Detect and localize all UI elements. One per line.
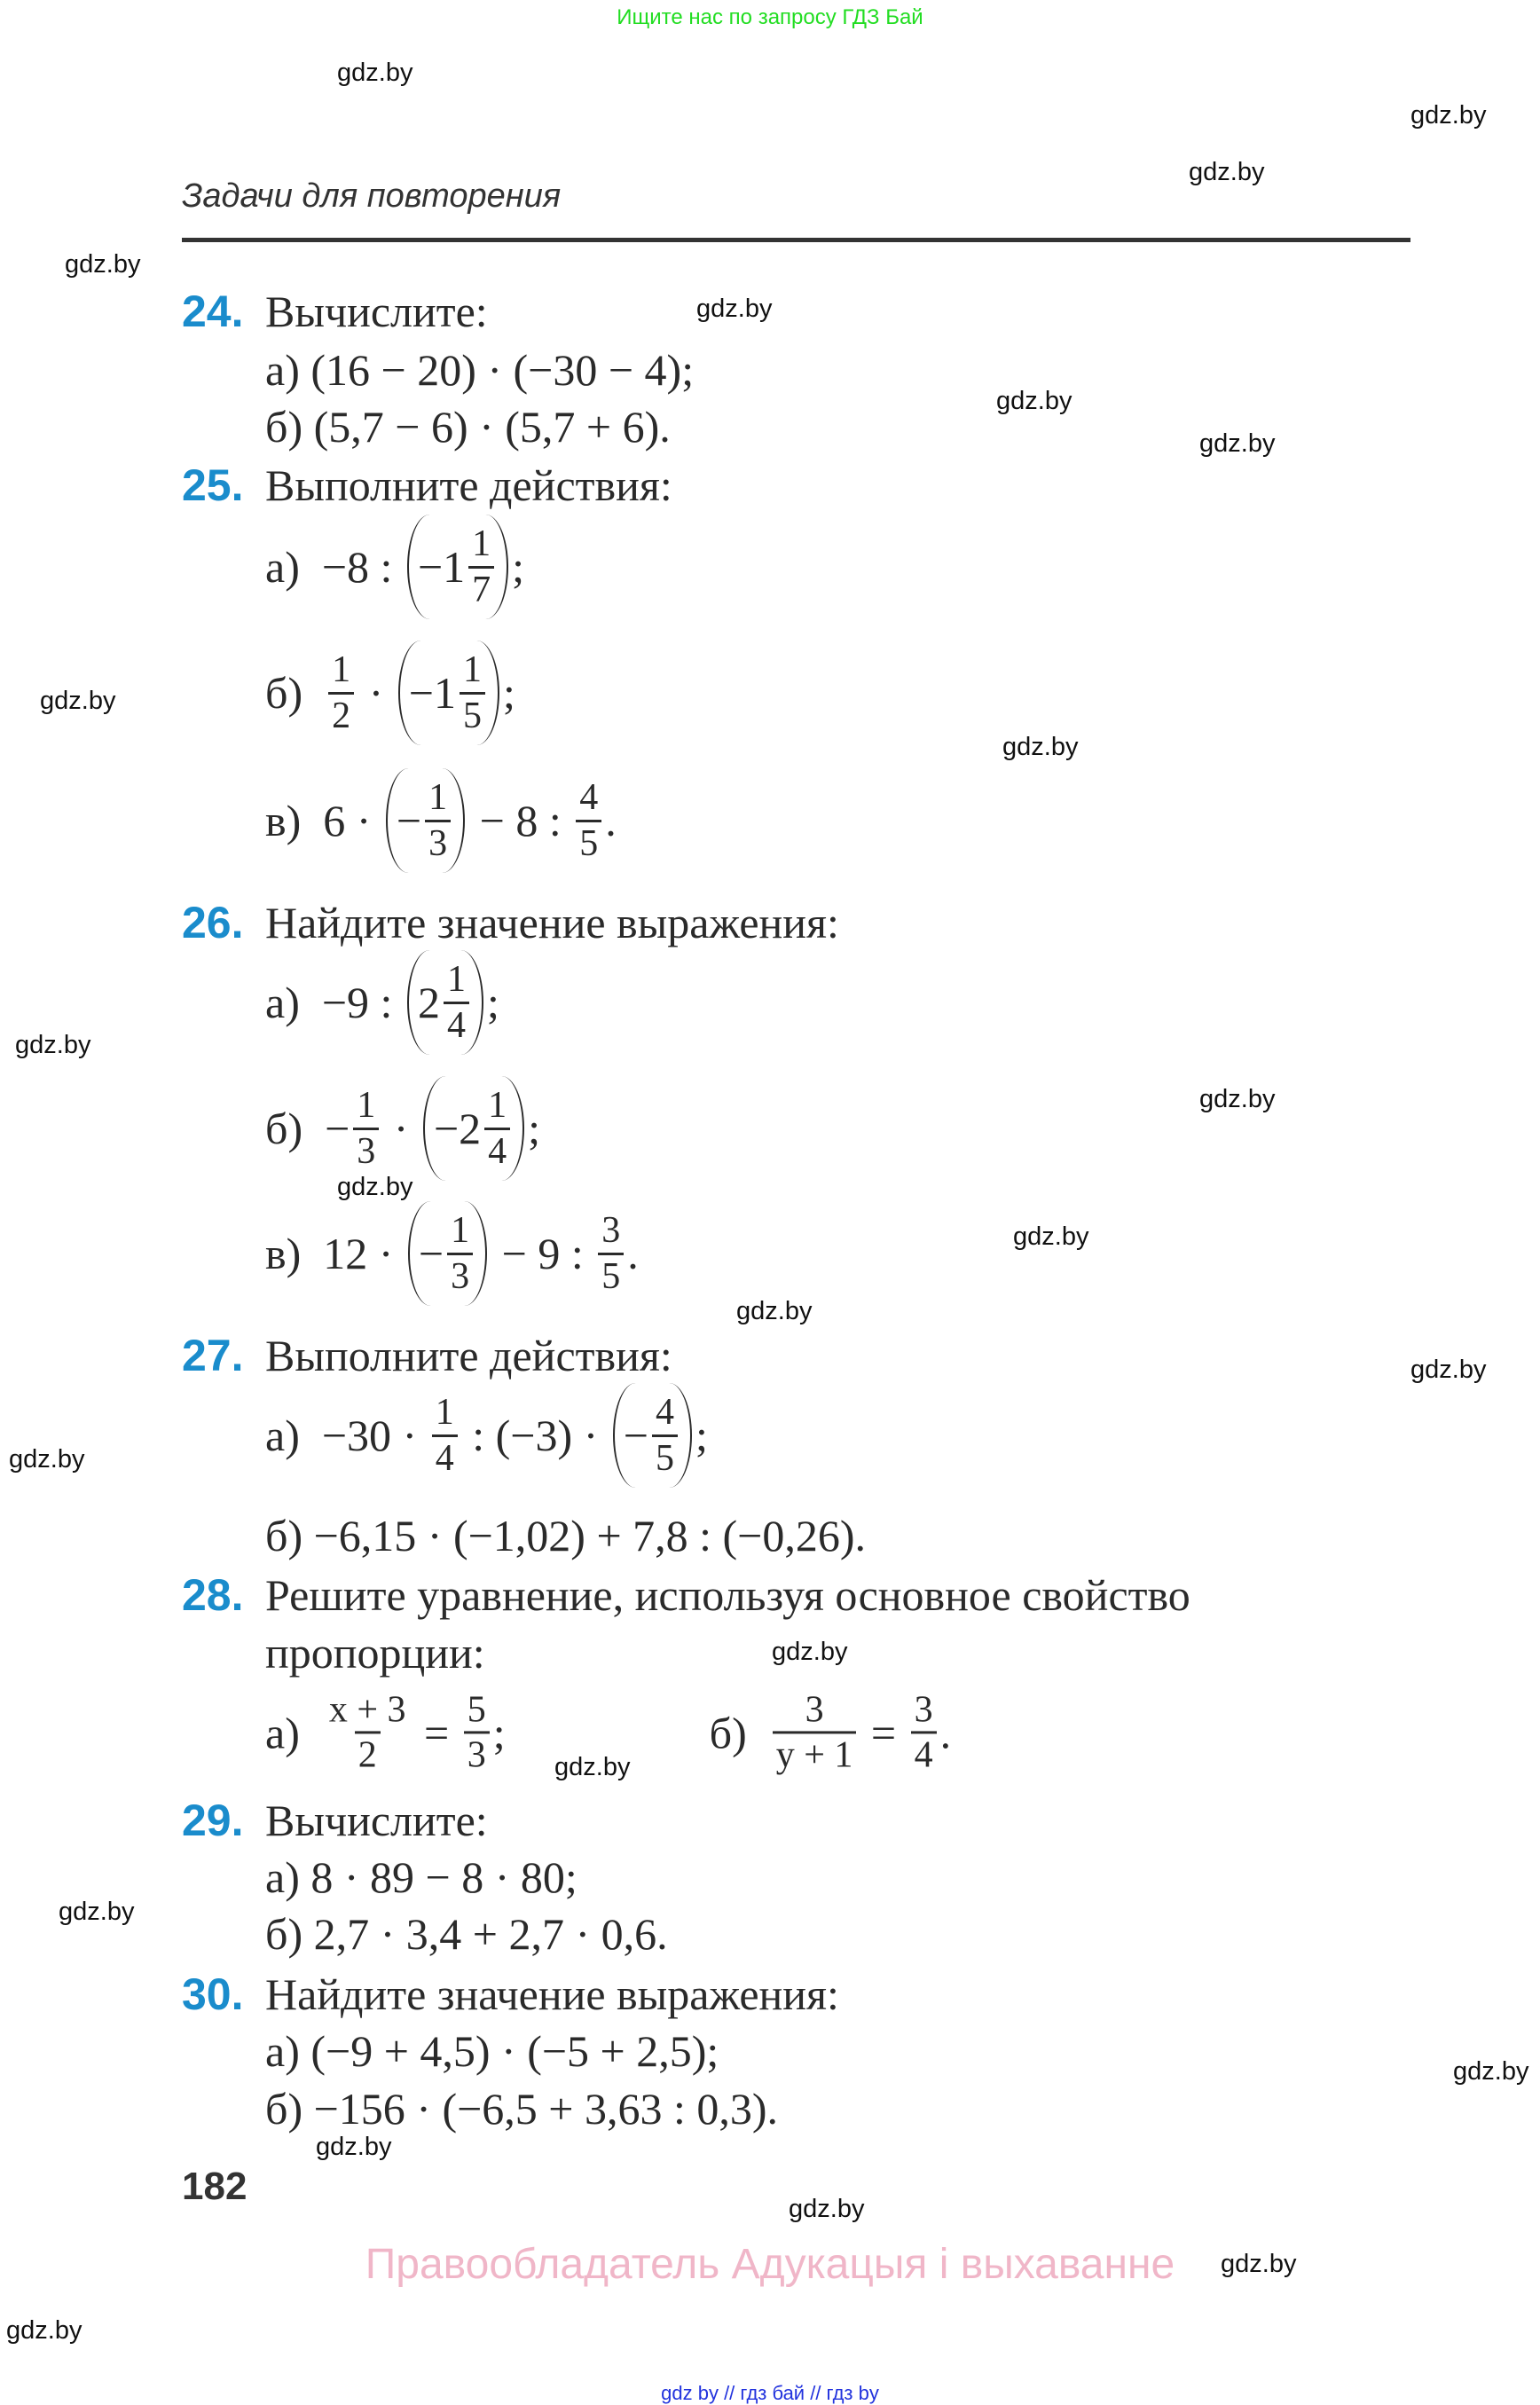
watermark: gdz.by — [772, 1638, 848, 1666]
fraction — [460, 650, 485, 735]
expression — [265, 1076, 540, 1181]
problem-title: Выполните действия: — [265, 460, 672, 510]
watermark: gdz.by — [9, 1445, 85, 1474]
denominator: 5 — [460, 692, 485, 735]
math-text: а) 8 · 89 − 8 · 80; — [265, 1852, 578, 1902]
watermark: gdz.by — [1199, 1085, 1276, 1113]
problem-item — [182, 1851, 578, 1904]
problem-title: пропорции: — [265, 1628, 485, 1678]
fraction — [326, 1690, 410, 1774]
watermark: gdz.by — [1002, 733, 1079, 761]
math-text: 2 — [417, 978, 440, 1027]
math-text: − — [623, 1411, 648, 1460]
math-text: б) 2,7 · 3,4 + 2,7 · 0,6. — [265, 1909, 668, 1959]
fraction — [432, 1393, 458, 1477]
problem-item — [182, 768, 617, 873]
fraction — [353, 1086, 379, 1170]
watermark: gdz.by — [1221, 2250, 1297, 2278]
numerator: 1 — [488, 1085, 507, 1127]
denominator: 3 — [464, 1732, 490, 1775]
expression — [265, 1851, 578, 1904]
numerator: 1 — [428, 777, 448, 819]
problem-item — [182, 343, 694, 397]
fraction — [447, 1211, 473, 1295]
math-text: − — [418, 1229, 444, 1278]
parenthesized-group — [613, 1383, 692, 1488]
watermark: gdz.by — [59, 1898, 135, 1926]
math-text: а) (−9 + 4,5) · (−5 + 2,5); — [265, 2026, 719, 2076]
numerator: 1 — [357, 1085, 376, 1127]
fraction — [652, 1393, 678, 1477]
math-text: б) −6,15 · (−1,02) + 7,8 : (−0,26). — [265, 1511, 867, 1560]
numerator: x + 3 — [328, 1689, 406, 1731]
watermark: gdz.by — [789, 2195, 865, 2223]
denominator: 5 — [576, 820, 601, 863]
problem-item — [182, 2082, 778, 2135]
math-text: ; — [502, 668, 515, 718]
math-text: −1 — [408, 668, 456, 718]
problem-title: Найдите значение выражения: — [265, 898, 839, 947]
math-text: · — [358, 668, 395, 718]
denominator: 4 — [432, 1434, 458, 1478]
numerator: 1 — [435, 1392, 454, 1434]
watermark: gdz.by — [696, 295, 773, 323]
watermark: gdz.by — [1189, 158, 1265, 186]
math-text: а) — [265, 1708, 322, 1757]
fraction — [464, 1690, 490, 1774]
problem-title-row — [182, 1568, 1190, 1622]
expression — [265, 768, 617, 873]
problem-number: 27. — [182, 1331, 244, 1380]
expression — [265, 641, 515, 745]
expression — [265, 2082, 778, 2135]
math-text: а) −30 · — [265, 1411, 428, 1460]
parenthesized-group — [398, 641, 499, 745]
numerator: 5 — [467, 1689, 486, 1731]
numerator: 1 — [462, 649, 482, 691]
math-text: б) − — [265, 1104, 350, 1153]
problem-item — [182, 1076, 540, 1181]
watermark: gdz.by — [337, 1173, 413, 1201]
problem-title: Вычислите: — [265, 287, 488, 336]
math-text: − 9 : — [491, 1229, 595, 1278]
fraction — [468, 524, 494, 609]
expression — [265, 1201, 639, 1306]
numerator: 4 — [655, 1392, 674, 1434]
numerator: 3 — [914, 1689, 933, 1731]
watermark: gdz.by — [996, 387, 1072, 415]
problem-item — [182, 400, 671, 453]
problem-item — [182, 950, 499, 1055]
copyright-owner: Правообладатель Адукацыя і выхаванне — [365, 2241, 1175, 2288]
math-text: б) — [265, 668, 326, 718]
watermark: gdz.by — [316, 2133, 392, 2161]
expression — [710, 1690, 951, 1774]
math-text: · — [382, 1104, 420, 1153]
denominator: 4 — [484, 1128, 510, 1171]
math-text: . — [939, 1708, 952, 1757]
math-text: б) −156 · (−6,5 + 3,63 : 0,3). — [265, 2084, 779, 2134]
problem-item — [182, 1383, 708, 1488]
problem-title: Вычислите: — [265, 1796, 488, 1845]
denominator: 5 — [598, 1253, 624, 1296]
watermark: gdz.by — [736, 1297, 813, 1325]
math-text: б) (5,7 − 6) · (5,7 + 6). — [265, 402, 671, 452]
math-text: ; — [528, 1104, 541, 1153]
problem-item — [182, 2024, 719, 2078]
problem-title-row — [182, 1794, 488, 1847]
numerator: 4 — [579, 777, 599, 819]
denominator: 5 — [652, 1434, 678, 1478]
math-text: а) −9 : — [265, 978, 404, 1027]
math-text: − — [396, 796, 422, 845]
denominator: 3 — [353, 1128, 379, 1171]
search-banner[interactable]: Ищите нас по запросу ГДЗ Бай — [617, 5, 923, 29]
fraction — [576, 778, 601, 862]
numerator: 1 — [446, 959, 466, 1001]
math-text: ; — [492, 1708, 506, 1757]
watermark: gdz.by — [1013, 1222, 1089, 1251]
numerator: 1 — [472, 523, 491, 565]
expression — [265, 1509, 866, 1562]
parenthesized-group — [408, 1201, 487, 1306]
fraction — [444, 960, 469, 1044]
expression — [265, 1383, 708, 1488]
fraction — [328, 650, 354, 735]
math-text: . — [605, 796, 617, 845]
watermark: gdz.by — [1199, 429, 1276, 458]
parenthesized-group — [407, 950, 483, 1055]
watermark: gdz.by — [40, 687, 116, 715]
watermark: gdz.by — [1410, 101, 1487, 130]
problem-title: Выполните действия: — [265, 1331, 672, 1380]
problem-item — [182, 1201, 639, 1306]
problem-title-row — [182, 285, 488, 338]
problem-title-row — [182, 1968, 839, 2021]
watermark: gdz.by — [15, 1031, 91, 1059]
expression — [265, 343, 694, 397]
parenthesized-group — [386, 768, 465, 873]
expression — [265, 950, 499, 1055]
math-text: −1 — [417, 542, 466, 592]
problem-title-row — [182, 896, 839, 949]
math-text: = — [860, 1708, 908, 1757]
expression — [265, 1907, 668, 1961]
fraction — [425, 778, 451, 862]
fraction — [598, 1211, 624, 1295]
problem-item — [182, 641, 515, 745]
denominator: 7 — [468, 566, 494, 609]
parenthesized-group — [423, 1076, 524, 1181]
watermark: gdz.by — [554, 1753, 631, 1781]
math-text: : (−3) · — [460, 1411, 609, 1460]
problem-number: 24. — [182, 287, 244, 336]
math-text: а) −8 : — [265, 542, 404, 592]
numerator: 1 — [451, 1210, 470, 1252]
math-text: в) 12 · — [265, 1229, 405, 1278]
math-text: −2 — [433, 1104, 482, 1153]
denominator: 3 — [447, 1253, 473, 1296]
watermark: gdz.by — [1453, 2057, 1529, 2086]
watermark: gdz.by — [6, 2316, 82, 2345]
expression — [265, 1690, 506, 1774]
math-text: б) — [709, 1708, 769, 1757]
problem-number: 28. — [182, 1570, 244, 1620]
fraction — [484, 1086, 510, 1170]
math-text: ; — [486, 978, 499, 1027]
math-text: ; — [695, 1411, 708, 1460]
problem-title: Решите уравнение, используя основное свойство — [265, 1570, 1190, 1620]
denominator: 2 — [328, 692, 354, 735]
problem-item — [182, 1690, 951, 1774]
problem-title-row — [182, 459, 672, 512]
problem-item — [182, 515, 524, 619]
math-text: в) 6 · — [265, 796, 382, 845]
page-number: 182 — [182, 2165, 248, 2208]
denominator: 2 — [355, 1732, 381, 1775]
numerator: 3 — [601, 1210, 621, 1252]
math-text: . — [627, 1229, 639, 1278]
problem-item — [182, 1907, 668, 1961]
denominator: 4 — [444, 1002, 469, 1045]
problem-title: Найдите значение выражения: — [265, 1969, 839, 2019]
problem-number: 29. — [182, 1796, 244, 1845]
problem-item — [182, 1509, 866, 1562]
numerator: 3 — [805, 1689, 824, 1731]
fraction — [911, 1690, 937, 1774]
expression — [265, 2024, 719, 2078]
expression — [265, 400, 671, 453]
math-text: ; — [512, 542, 525, 592]
problem-title-row — [182, 1626, 485, 1679]
watermark: gdz.by — [65, 250, 141, 279]
watermark: gdz.by — [1410, 1356, 1487, 1384]
numerator: 1 — [332, 649, 351, 691]
denominator: y + 1 — [773, 1732, 857, 1775]
problem-number: 25. — [182, 460, 244, 510]
footer-links[interactable]: gdz by // гдз бай // гдз by — [661, 2382, 879, 2404]
denominator: 4 — [911, 1732, 937, 1775]
problem-number: 26. — [182, 898, 244, 947]
math-text: = — [412, 1708, 460, 1757]
expression — [265, 515, 524, 619]
math-text: − 8 : — [468, 796, 573, 845]
problem-title-row — [182, 1329, 672, 1382]
parenthesized-group — [407, 515, 508, 619]
problems-list — [182, 0, 1424, 2403]
section-title: Задачи для повторения — [182, 177, 562, 215]
problem-number: 30. — [182, 1969, 244, 2019]
math-text: а) (16 − 20) · (−30 − 4); — [265, 345, 695, 395]
denominator: 3 — [425, 820, 451, 863]
watermark: gdz.by — [337, 59, 413, 87]
fraction — [773, 1690, 857, 1774]
